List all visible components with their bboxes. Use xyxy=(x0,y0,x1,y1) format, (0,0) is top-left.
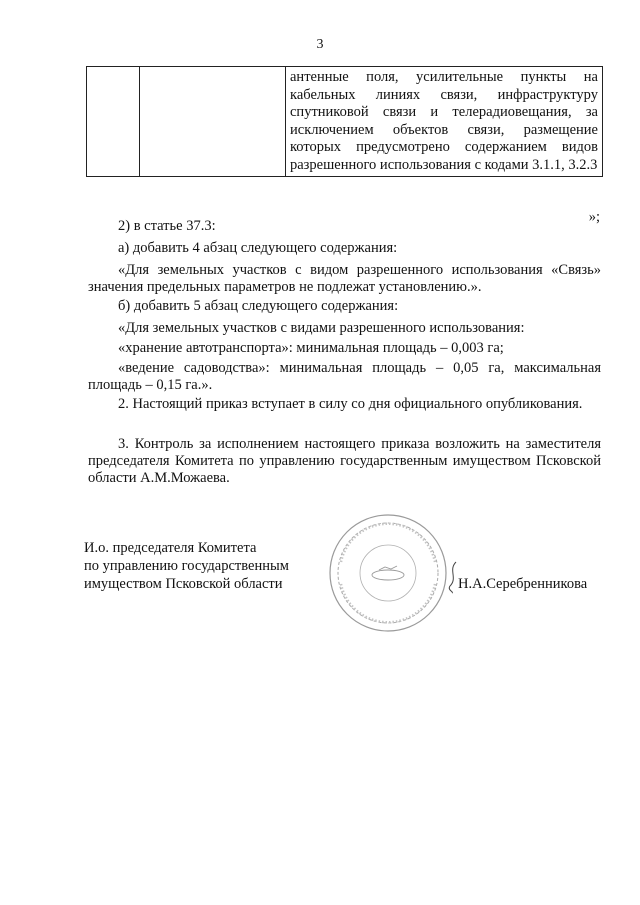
paragraph-sub-a: а) добавить 4 абзац следующего содержания: xyxy=(118,240,398,256)
table-row xyxy=(87,67,603,177)
paragraph-control: 3. Контроль за исполнением настоящего приказа возложить на заместителя председателя Комитета по управлению государственным имуществом Псковской области А.М.Можаева. xyxy=(88,436,601,486)
closing-quote: »; xyxy=(588,209,600,225)
paragraph-gardening: «ведение садоводства»: минимальная площадь – 0,05 га, максимальная площадь – 0,15 га.». xyxy=(88,360,601,393)
paragraph-land-uses-intro: «Для земельных участков с видами разрешенного использования: xyxy=(118,320,525,336)
table-cell-empty-1 xyxy=(87,67,140,177)
table-cell-empty-2 xyxy=(140,67,286,177)
paragraph-article-item: 2) в статье 37.3: xyxy=(118,218,216,234)
page-number: 3 xyxy=(316,37,324,52)
paragraph-vehicle-storage: «хранение автотранспорта»: минимальная площадь – 0,003 га; xyxy=(118,340,504,356)
paragraph-communication-parameters: «Для земельных участков с видом разрешенного использования «Связь» значения предельных параметров не подлежат установлению.». xyxy=(88,262,601,295)
paragraph-sub-b: б) добавить 5 абзац следующего содержания: xyxy=(118,298,399,314)
paragraph-effective-date: 2. Настоящий приказ вступает в силу со дня официального опубликования. xyxy=(118,396,583,412)
table-cell-description: антенные поля, усилительные пункты на кабельных линиях связи, инфраструктуру спутниковой связи и телерадиовещания, за исключением объектов связи, размещение которых предусмотрено содержанием видов разрешенного использования с кодами 3.1.1, 3.2.3 xyxy=(286,67,603,177)
signatory-title-line-2: по управлению государственным xyxy=(84,558,289,574)
signatory-name: Н.А.Серебренникова xyxy=(458,576,588,592)
signatory-title-line-3: имуществом Псковской области xyxy=(84,576,283,592)
land-use-table-fragment xyxy=(86,66,603,177)
official-seal-icon xyxy=(327,512,449,634)
signatory-title-line-1: И.о. председателя Комитета xyxy=(84,540,257,556)
